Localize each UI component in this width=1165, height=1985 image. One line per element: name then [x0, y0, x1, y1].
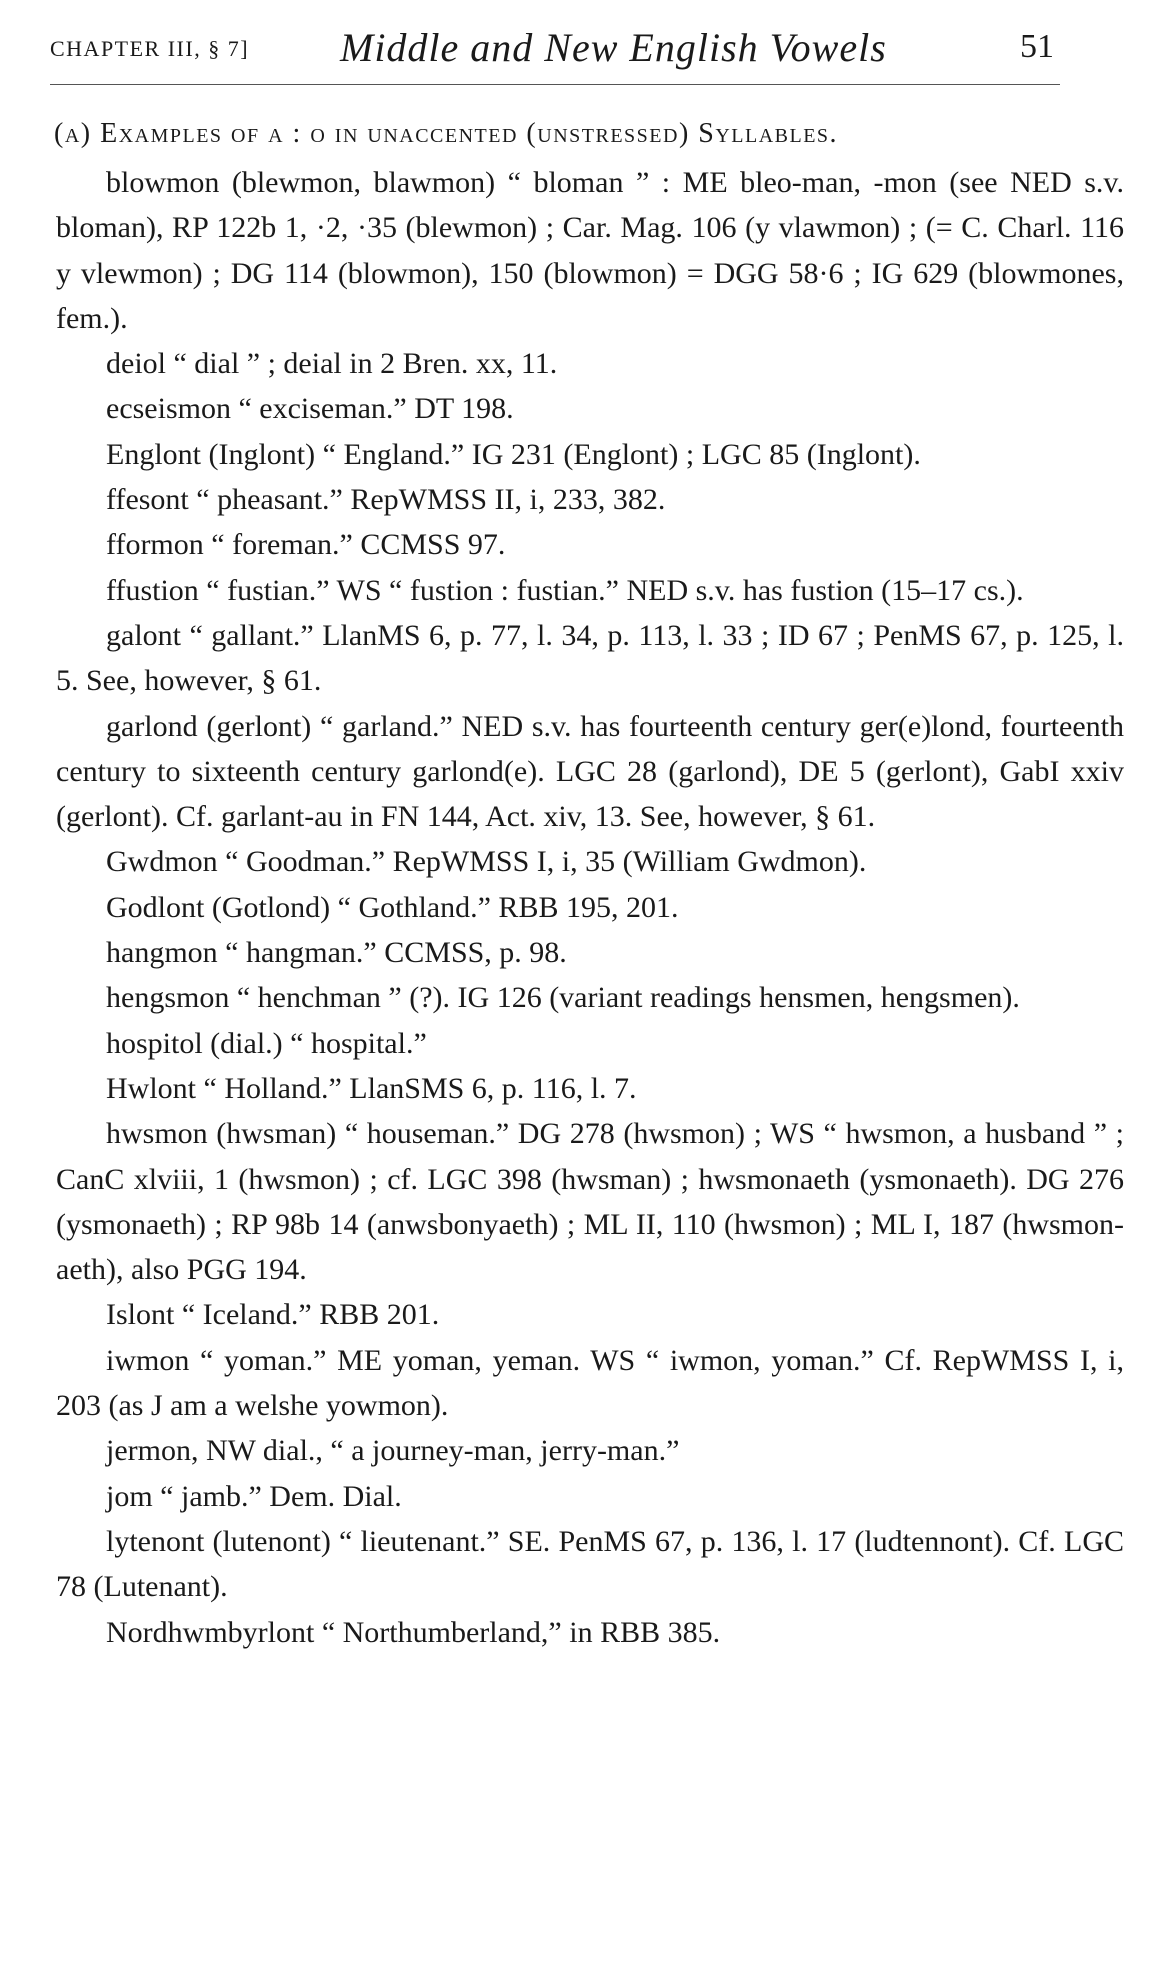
chapter-reference: CHAPTER III, § 7]: [50, 36, 250, 61]
entry-ffesont: ffesont “ pheasant.” RepWMSS II, i, 233, 382.: [106, 483, 666, 517]
entry-fformon: fformon “ foreman.” CCMSS 97.: [106, 528, 506, 562]
entry-ecseismon: ecseismon “ exciseman.” DT 198.: [106, 392, 514, 426]
section-heading: (a) Examples of a : o in unaccented (unstressed) Syllables.: [54, 118, 839, 149]
entry-nordhwmbyrlont: Nordhwmbyrlont “ Northumberland,” in RBB 385.: [106, 1615, 721, 1649]
page-number: 51: [1020, 28, 1054, 65]
entry-gwdmon: Gwdmon “ Goodman.” RepWMSS I, i, 35 (William Gwdmon).: [106, 845, 867, 879]
running-header: [50, 18, 1060, 85]
entry-galont: galont “ gallant.” LlanMS 6, p. 77, l. 34, p. 113, l. 33 ; ID 67 ; PenMS 67, p. 125, l. 5. See, however, § 61.: [56, 618, 1124, 698]
entry-hwlont: Hwlont “ Holland.” LlanSMS 6, p. 116, l. 7.: [106, 1071, 637, 1105]
entry-ffustion: ffustion “ fustian.” WS “ fustion : fustian.” NED s.v. has fustion (15–17 cs.).: [106, 573, 1024, 607]
running-title: Middle and New English Vowels: [340, 25, 887, 70]
entry-iwmon: iwmon “ yoman.” ME yoman, yeman. WS “ iwmon, yoman.” Cf. RepWMSS I, i, 203 (as J am a welshe yowmon).: [56, 1343, 1124, 1423]
entry-lytenont: lytenont (lutenont) “ lieutenant.” SE. PenMS 67, p. 136, l. 17 (ludtennont). Cf. LGC 78 (Lutenant).: [56, 1524, 1124, 1604]
entry-jermon: jermon, NW dial., “ a journey-man, jerry-man.”: [106, 1434, 680, 1468]
entry-deiol: deiol “ dial ” ; deial in 2 Bren. xx, 11.: [106, 347, 558, 381]
entry-jom: jom “ jamb.” Dem. Dial.: [106, 1479, 402, 1513]
entry-hangmon: hangmon “ hangman.” CCMSS, p. 98.: [106, 936, 567, 970]
entry-hwsmon: hwsmon (hwsman) “ houseman.” DG 278 (hwsmon) ; WS “ hwsmon, a husband ” ; CanC xlviii, 1 (hwsmon) ; cf. LGC 398 (hwsman) ; hwsmonaeth (ysmonaeth). DG 276 (ysmonaeth) ; RP 98b 14 (anwsbonyaeth) ; ML II, 110 (hwsmon) ; ML I, 187 (hwsmon-aeth), also PGG 194.: [56, 1117, 1124, 1287]
entry-blowmon: blowmon (blewmon, blawmon) “ bloman ” : ME bleo-man, -mon (see NED s.v. bloman), RP 122b 1, ·2, ·35 (blewmon) ; Car. Mag. 106 (y vlawmon) ; (= C. Charl. 116 y vlewmon) ; DG 114 (blowmon), 150 (blowmon) = DGG 58·6 ; IG 629 (blowmones, fem.).: [56, 166, 1124, 335]
entry-godlont: Godlont (Gotlond) “ Gothland.” RBB 195, 201.: [106, 890, 679, 924]
entry-garlond: garlond (gerlont) “ garland.” NED s.v. has fourteenth century ger(e)lond, fourteenth century to sixteenth century garlond(e). LGC 28 (garlond), DE 5 (gerlont), GabI xxiv (gerlont). Cf. garlant-au in FN 144, Act. xiv, 13. See, however, § 61.: [56, 709, 1124, 834]
entry-list: [56, 160, 1124, 1655]
book-page: [44, 18, 1124, 1649]
entry-hospitol: hospitol (dial.) “ hospital.”: [106, 1026, 427, 1060]
entry-hengsmon: hengsmon “ henchman ” (?). IG 126 (variant readings hensmen, hengsmen).: [106, 981, 1020, 1015]
entry-islont: Islont “ Iceland.” RBB 201.: [106, 1298, 440, 1332]
entry-englont: Englont (Inglont) “ England.” IG 231 (Englont) ; LGC 85 (Inglont).: [106, 437, 921, 471]
